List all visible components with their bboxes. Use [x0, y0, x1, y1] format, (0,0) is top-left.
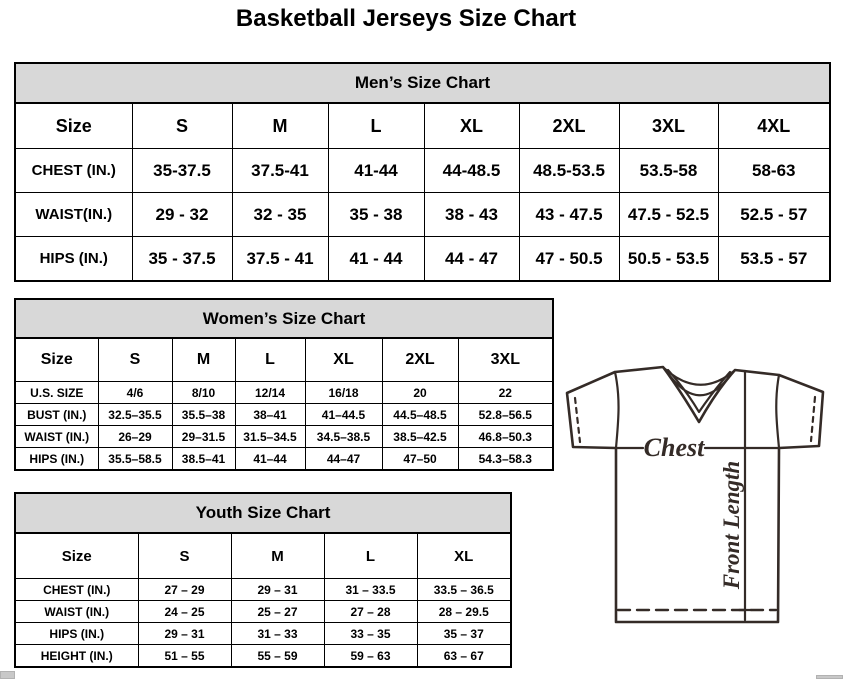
mens-size-header-cell: M: [232, 103, 328, 149]
womens-us-size-value: 20: [382, 382, 458, 404]
womens-us-size-value: 8/10: [172, 382, 235, 404]
youth-row-label-height: HEIGHT (IN.): [15, 645, 138, 668]
mens-hips-value: 44 - 47: [424, 237, 519, 282]
sleeve-cuff-dash-right: [811, 397, 815, 441]
youth-size-header-cell: L: [324, 533, 417, 579]
mens-waist-value: 35 - 38: [328, 193, 424, 237]
mens-size-header-cell: 2XL: [519, 103, 619, 149]
youth-size-header-cell: S: [138, 533, 231, 579]
youth-waist-value: 24 – 25: [138, 601, 231, 623]
womens-waist-value: 38.5–42.5: [382, 426, 458, 448]
womens-hips-value: 38.5–41: [172, 448, 235, 471]
mens-row-label-waist: WAIST(IN.): [15, 193, 132, 237]
womens-size-header-cell: XL: [305, 338, 382, 382]
jersey-seam-right: [776, 375, 779, 448]
youth-chest-value: 27 – 29: [138, 579, 231, 601]
mens-size-header-cell: L: [328, 103, 424, 149]
chest-label: Chest: [643, 433, 705, 462]
womens-waist-value: 29–31.5: [172, 426, 235, 448]
womens-size-header-cell: S: [98, 338, 172, 382]
womens-waist-value: 31.5–34.5: [235, 426, 305, 448]
horizontal-scrollbar-fragment-right[interactable]: [816, 675, 843, 679]
youth-height-value: 59 – 63: [324, 645, 417, 668]
mens-size-header-cell: 3XL: [619, 103, 718, 149]
youth-size-corner-label: Size: [15, 533, 138, 579]
mens-table-title: Men’s Size Chart: [15, 63, 830, 103]
sleeve-cuff-dash-left: [575, 398, 580, 442]
womens-row-label-bust: BUST (IN.): [15, 404, 98, 426]
womens-us-size-value: 22: [458, 382, 553, 404]
womens-row-label-us-size: U.S. SIZE: [15, 382, 98, 404]
mens-chest-value: 35-37.5: [132, 149, 232, 193]
womens-bust-value: 52.8–56.5: [458, 404, 553, 426]
womens-row-label-waist: WAIST (IN.): [15, 426, 98, 448]
youth-size-header-cell: M: [231, 533, 324, 579]
mens-waist-value: 32 - 35: [232, 193, 328, 237]
youth-chest-value: 29 – 31: [231, 579, 324, 601]
mens-chest-value: 58-63: [718, 149, 830, 193]
youth-size-header-cell: XL: [417, 533, 511, 579]
mens-hips-value: 50.5 - 53.5: [619, 237, 718, 282]
mens-hips-value: 35 - 37.5: [132, 237, 232, 282]
mens-chest-value: 41-44: [328, 149, 424, 193]
womens-waist-value: 46.8–50.3: [458, 426, 553, 448]
youth-waist-value: 25 – 27: [231, 601, 324, 623]
womens-waist-value: 26–29: [98, 426, 172, 448]
page-title: Basketball Jerseys Size Chart: [235, 5, 577, 32]
mens-chest-value: 48.5-53.5: [519, 149, 619, 193]
youth-waist-value: 27 – 28: [324, 601, 417, 623]
mens-waist-value: 43 - 47.5: [519, 193, 619, 237]
mens-waist-value: 38 - 43: [424, 193, 519, 237]
mens-row-label-chest: CHEST (IN.): [15, 149, 132, 193]
horizontal-scrollbar-fragment-left[interactable]: [0, 671, 15, 679]
womens-waist-value: 34.5–38.5: [305, 426, 382, 448]
youth-waist-value: 28 – 29.5: [417, 601, 511, 623]
youth-hips-value: 31 – 33: [231, 623, 324, 645]
mens-size-corner-label: Size: [15, 103, 132, 149]
mens-hips-value: 53.5 - 57: [718, 237, 830, 282]
womens-size-header-cell: M: [172, 338, 235, 382]
womens-table-title: Women’s Size Chart: [15, 299, 553, 338]
womens-size-corner-label: Size: [15, 338, 98, 382]
womens-hips-value: 41–44: [235, 448, 305, 471]
mens-size-table: [14, 62, 831, 282]
womens-size-table: [14, 298, 554, 471]
womens-us-size-value: 12/14: [235, 382, 305, 404]
mens-chest-value: 53.5-58: [619, 149, 718, 193]
youth-height-value: 63 – 67: [417, 645, 511, 668]
youth-row-label-hips: HIPS (IN.): [15, 623, 138, 645]
womens-us-size-value: 4/6: [98, 382, 172, 404]
youth-hips-value: 35 – 37: [417, 623, 511, 645]
mens-size-header-cell: XL: [424, 103, 519, 149]
womens-bust-value: 41–44.5: [305, 404, 382, 426]
womens-hips-value: 35.5–58.5: [98, 448, 172, 471]
youth-hips-value: 29 – 31: [138, 623, 231, 645]
mens-waist-value: 29 - 32: [132, 193, 232, 237]
mens-row-label-hips: HIPS (IN.): [15, 237, 132, 282]
mens-chest-value: 44-48.5: [424, 149, 519, 193]
womens-row-label-hips: HIPS (IN.): [15, 448, 98, 471]
mens-hips-value: 37.5 - 41: [232, 237, 328, 282]
mens-size-header-cell: 4XL: [718, 103, 830, 149]
womens-size-header-cell: 3XL: [458, 338, 553, 382]
youth-height-value: 51 – 55: [138, 645, 231, 668]
womens-size-header-cell: 2XL: [382, 338, 458, 382]
youth-height-value: 55 – 59: [231, 645, 324, 668]
youth-chest-value: 33.5 – 36.5: [417, 579, 511, 601]
womens-bust-value: 44.5–48.5: [382, 404, 458, 426]
youth-table-title: Youth Size Chart: [15, 493, 511, 533]
mens-waist-value: 47.5 - 52.5: [619, 193, 718, 237]
mens-waist-value: 52.5 - 57: [718, 193, 830, 237]
womens-bust-value: 32.5–35.5: [98, 404, 172, 426]
womens-hips-value: 44–47: [305, 448, 382, 471]
jersey-collar: [664, 368, 734, 412]
jersey-seam-left: [615, 372, 619, 448]
womens-bust-value: 38–41: [235, 404, 305, 426]
womens-size-header-cell: L: [235, 338, 305, 382]
jersey-measurement-diagram: [558, 360, 833, 630]
mens-chest-value: 37.5-41: [232, 149, 328, 193]
youth-row-label-waist: WAIST (IN.): [15, 601, 138, 623]
mens-hips-value: 47 - 50.5: [519, 237, 619, 282]
youth-size-table: [14, 492, 512, 668]
youth-hips-value: 33 – 35: [324, 623, 417, 645]
youth-row-label-chest: CHEST (IN.): [15, 579, 138, 601]
mens-hips-value: 41 - 44: [328, 237, 424, 282]
womens-us-size-value: 16/18: [305, 382, 382, 404]
mens-size-header-cell: S: [132, 103, 232, 149]
womens-hips-value: 54.3–58.3: [458, 448, 553, 471]
front-length-label: Front Length: [719, 460, 744, 590]
womens-hips-value: 47–50: [382, 448, 458, 471]
womens-bust-value: 35.5–38: [172, 404, 235, 426]
youth-chest-value: 31 – 33.5: [324, 579, 417, 601]
